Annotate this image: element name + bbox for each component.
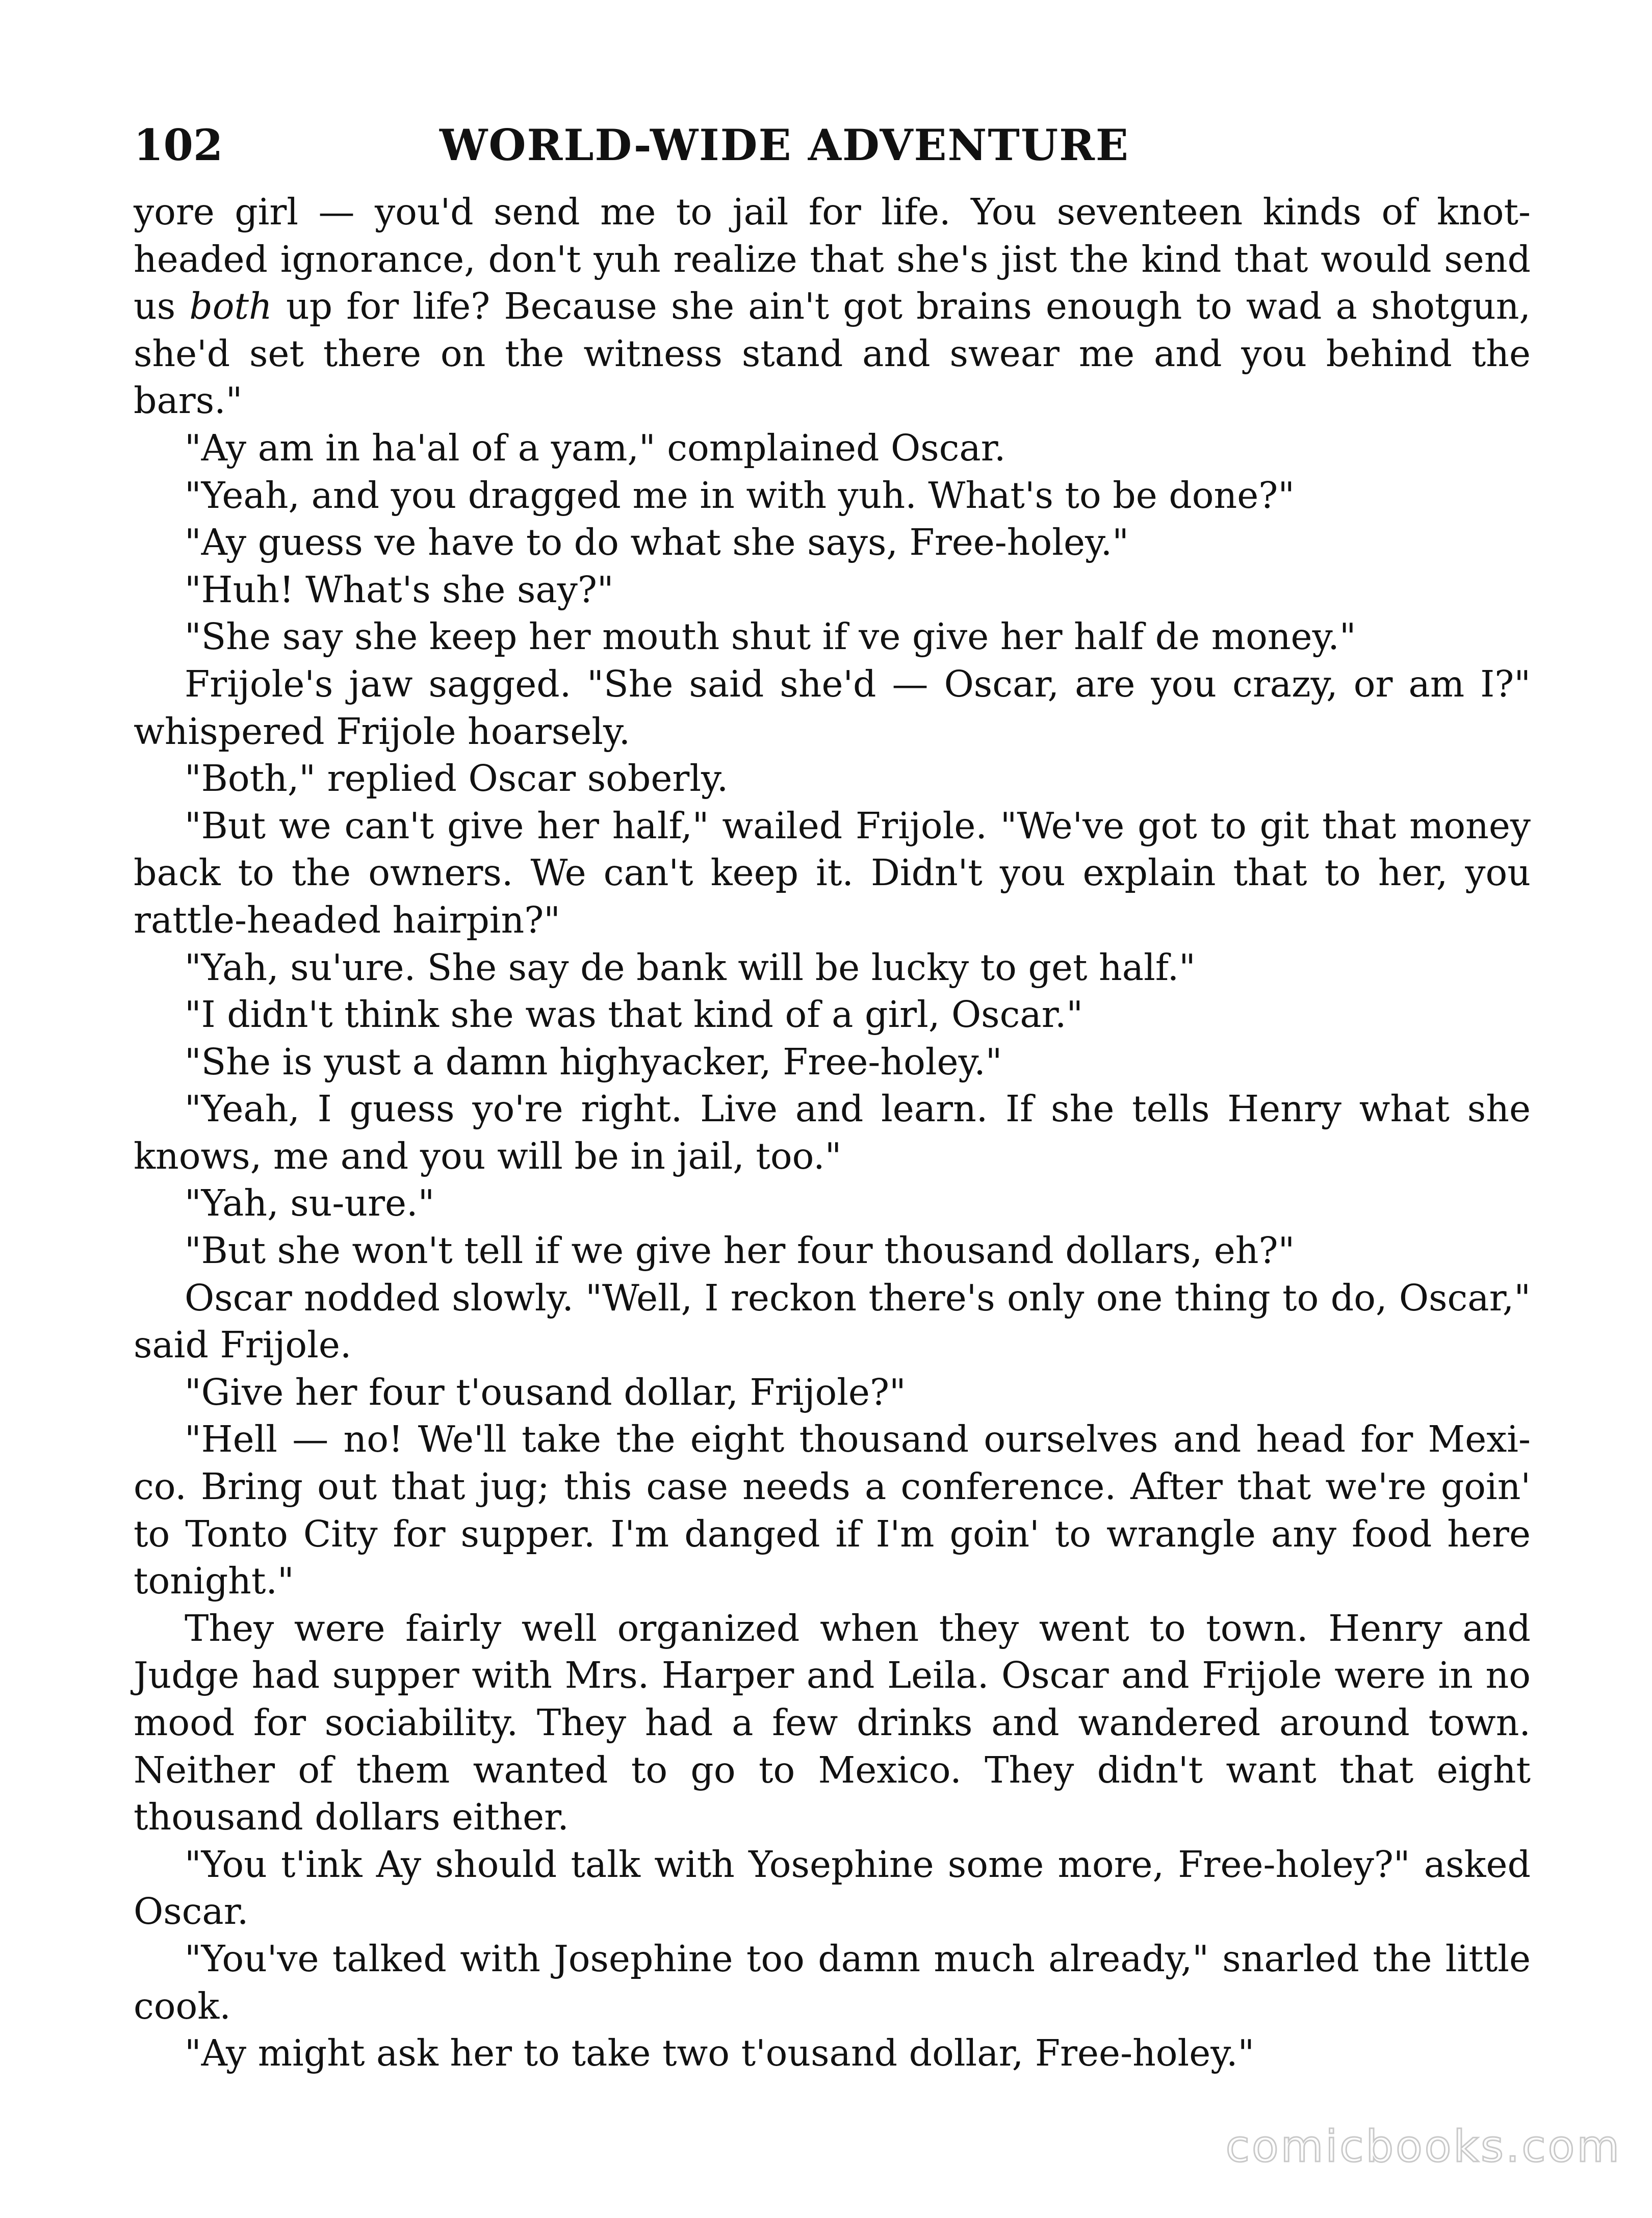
page-number: 102 bbox=[134, 120, 223, 170]
paragraph: They were fairly well organized when they went to town. Henry and Judge had supper with Mrs. Harper and Leila. Oscar and Frijole were in no mood for sociability. They had a few drinks and wandered around town. Neither of them wanted to go to Mexico. They didn't want that eight thousand dollars either. bbox=[134, 1607, 1531, 1839]
paragraph: "Give her four t'ousand dollar, Frijole?" bbox=[185, 1371, 906, 1413]
watermark: comicbooks.com bbox=[1225, 2121, 1621, 2172]
emphasis-word: both bbox=[189, 285, 272, 328]
paragraph: Oscar nodded slowly. "Well, I reckon there's only one thing to do, Oscar," said Frijole. bbox=[134, 1276, 1531, 1366]
paragraph: "She say she keep her mouth shut if ve give her half de money." bbox=[185, 615, 1356, 658]
paragraph: "I didn't think she was that kind of a girl, Oscar." bbox=[185, 993, 1083, 1036]
paragraph: "But she won't tell if we give her four thousand dollars, eh?" bbox=[185, 1229, 1295, 1272]
paragraph: "Hell — no! We'll take the eight thousand ourselves and head for Mexi-co. Bring out that jug; this case needs a conference. After that we're goin' to Tonto City for supper. I'm danged if I'm goin' to wrangle any food here tonight." bbox=[134, 1418, 1531, 1603]
running-title: WORLD-WIDE ADVENTURE bbox=[440, 120, 1129, 170]
paragraph: "Ay might ask her to take two t'ousand dollar, Free-holey." bbox=[185, 2032, 1255, 2075]
paragraph: "She is yust a damn highyacker, Free-holey." bbox=[185, 1040, 1002, 1083]
paragraph: "But we can't give her half," wailed Frijole. "We've got to git that money back to the owners. We can't keep it. Didn't you explain that to her, you rattle-headed hairpin?" bbox=[134, 804, 1531, 941]
paragraph: "Yah, su-ure." bbox=[185, 1182, 435, 1225]
running-head bbox=[134, 117, 1531, 189]
paragraph: "Ay guess ve have to do what she says, Free-holey." bbox=[185, 521, 1129, 564]
paragraph: "Huh! What's she say?" bbox=[185, 568, 614, 611]
paragraph: "Ay am in ha'al of a yam," complained Oscar. bbox=[185, 426, 1006, 469]
paragraph: "You've talked with Josephine too damn much already," snarled the little cook. bbox=[134, 1937, 1531, 2027]
paragraph: "Yah, su'ure. She say de bank will be lucky to get half." bbox=[185, 946, 1196, 989]
body-text bbox=[134, 189, 1531, 2077]
book-page bbox=[134, 117, 1531, 2077]
paragraph: "Both," replied Oscar soberly. bbox=[185, 757, 729, 800]
paragraph: "Yeah, I guess yo're right. Live and learn. If she tells Henry what she knows, me and you will be in jail, too." bbox=[134, 1088, 1531, 1177]
paragraph: Frijole's jaw sagged. "She said she'd — Oscar, are you crazy, or am I?" whispered Frijole hoarsely. bbox=[134, 662, 1531, 753]
paragraph: "You t'ink Ay should talk with Yosephine some more, Free-holey?" asked Oscar. bbox=[134, 1843, 1531, 1933]
paragraph: "Yeah, and you dragged me in with yuh. What's to be done?" bbox=[185, 474, 1295, 517]
paragraph: yore girl — you'd send me to jail for life. You seventeen kinds of knot-headed ignorance, don't yuh realize that she's jist the kind that would send us both up for life? Because she ain't got brains enough to wad a shotgun, she'd set there on the witness stand and swear me and you behind the bars." bbox=[134, 191, 1531, 422]
